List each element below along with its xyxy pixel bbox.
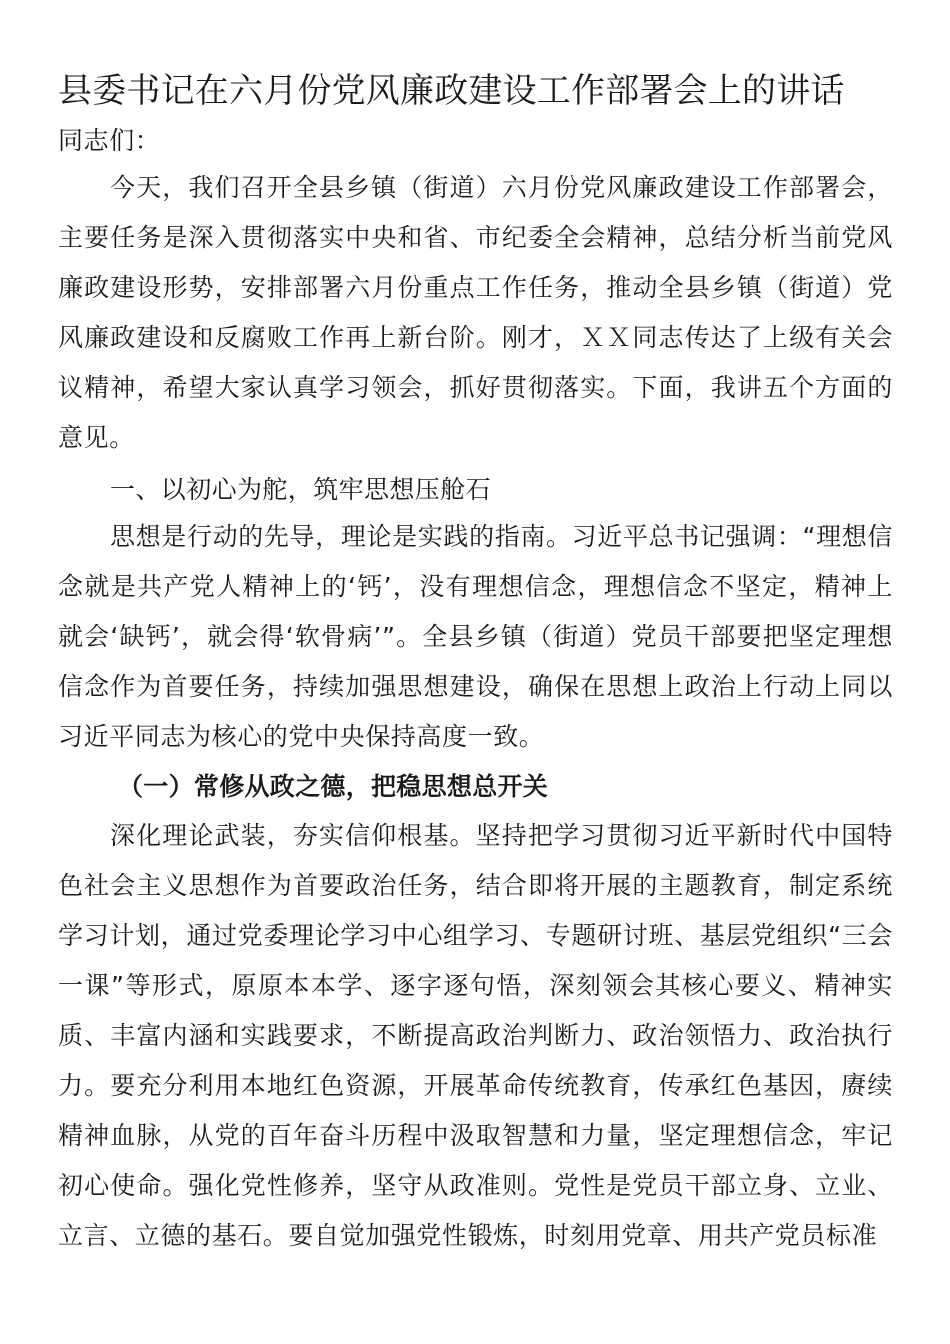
subsection-1-paragraph: 深化理论武装，夯实信仰根基。坚持把学习贯彻习近平新时代中国特色社会主义思想作为首要政治任务，结合即将开展的主题教育，制定系统学习计划，通过党委理论学习中心组学习、专题研讨班、基层党组织“三会一课”等形式，原原本本学、逐字逐句悟，深刻领会其核心要义、精神实质、丰富内涵和实践要求，不断提高政治判断力、政治领悟力、政治执行力。要充分利用本地红色资源，开展革命传统教育，传承红色基因，赓续精神血脉，从党的百年奋斗历程中汲取智慧和力量，坚定理想信念，牢记初心使命。强化党性修养，坚守从政准则。党性是党员干部立身、立业、立言、立德的基石。要自觉加强党性锻炼，时刻用党章、用共产党员标准 <box>58 821 893 1250</box>
opening-paragraph: 今天，我们召开全县乡镇（街道）六月份党风廉政建设工作部署会，主要任务是深入贯彻落实中央和省、市纪委全会精神，总结分析当前党风廉政建设形势，安排部署六月份重点工作任务，推动全县乡镇（街道）党风廉政建设和反腐败工作再上新台阶。刚才，ＸＸ同志传达了上级有关会议精神，希望大家认真学习领会，抓好贯彻落实。下面，我讲五个方面的意见。 <box>58 173 893 452</box>
salutation: 同志们： <box>58 126 161 155</box>
subsection-heading-1: （一）常修从政之德，把稳思想总开关 <box>118 772 549 801</box>
section-1-paragraph: 思想是行动的先导，理论是实践的指南。习近平总书记强调：“理想信念就是共产党人精神上的‘钙’，没有理想信念，理想信念不坚定，精神上就会‘缺钙’，就会得‘软骨病’”。全县乡镇（街道）党员干部要把坚定理想信念作为首要任务，持续加强思想建设，确保在思想上政治上行动上同以习近平同志为核心的党中央保持高度一致。 <box>58 522 893 751</box>
document-title: 县委书记在六月份党风廉政建设工作部署会上的讲话 <box>58 71 845 111</box>
section-heading-1: 一、以初心为舵，筑牢思想压舱石 <box>110 475 492 504</box>
